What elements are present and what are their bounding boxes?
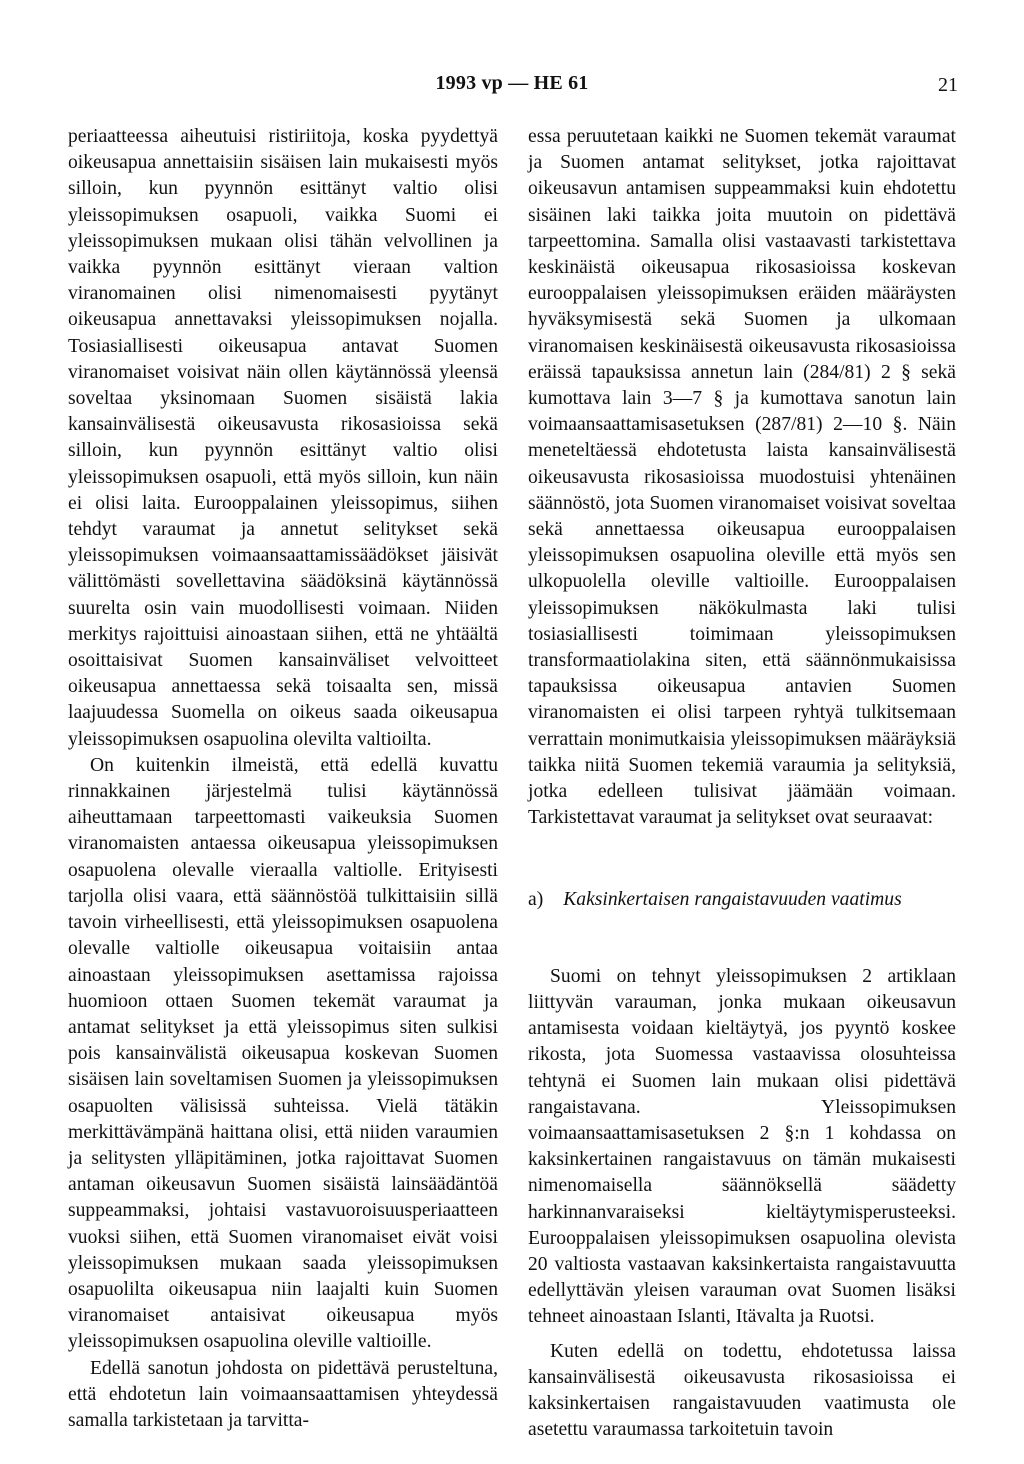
right-paragraph-1: essa peruutetaan kaikki ne Suomen tekemät varaumat ja Suomen antamat selitykset, jotka rajoittavat oikeusavun antamisen suppeammaksi kuin ehdotettu sisäinen laki taikka joita muutoin on pidettävä tarpeettomina. Samalla olisi vastaavasti tarkistettava keskinäistä oikeusapua rikosasioissa koskevan eurooppalaisen yleissopimuksen eräiden määräysten hyväksymisestä sekä Suomen ja ulkomaan viranomaisen keskinäisestä oikeusavusta rikosasioissa eräissä tapauksissa annetun lain (284/81) 2 § sekä kumottava lain 3—7 § ja kumottava sanotun lain voimaansaattamisasetuksen (287/81) 2—10 §. Näin meneteltäessä ehdotetusta laista kansainvälisestä oikeusavusta rikosasioissa muodostuisi yhtenäinen säännöstö, jota Suomen viranomaiset voisivat soveltaa sekä annettaessa oikeusapua eurooppalaisen yleissopimuksen osapuolina oleville että myös sen ulkopuolella oleville valtioille. Eurooppalaisen yleissopimuksen näkökulmasta laki tulisi tosiasiallisesti toimimaan yleissopimuksen transformaatiolakina siten, että säännönmukaisissa tapauksissa oikeusapua antavien Suomen viranomaisten ei olisi tarpeen ryhtyä tulkitsemaan verrattain monimutkaisia yleissopimuksen määräyksiä taikka niitä Suomen tekemiä varaumia ja selityksiä, jotka edelleen tulisivat jäämään voimaan. Tarkistettavat varaumat ja selitykset ovat seuraavat: xyxy=(528,126,956,829)
page-header xyxy=(0,72,1024,102)
subheading-number: a) xyxy=(528,889,544,911)
right-paragraph-2: Suomi on tehnyt yleissopimuksen 2 artiklaan liittyvän varauman, jonka mukaan oikeusavun antamisesta voidaan kieltäytyä, jos pyyntö koskee rikosta, jota Suomessa vastaavissa olosuhteissa tehtynä ei Suomen lain mukaan olisi pidettävä rangaistavana. Yleissopimuksen voimaansaattamisasetuksen 2 §:n 1 kohdassa on kaksinkertainen rangaistavuus on tämän mukaisesti nimenomaisella säännöksellä säädetty harkinnanvaraiseksi kieltäytymisperusteeksi. Eurooppalaisen yleissopimuksen osapuolina olevista 20 valtiosta vastaavan kaksinkertaista rangaistavuutta edellyttävän yleisen varauman ovat Suomen lisäksi tehneet ainoastaan Islanti, Itävalta ja Ruotsi. xyxy=(528,965,956,1328)
running-head: 1993 vp — HE 61 xyxy=(435,72,589,94)
section-subheading xyxy=(528,887,956,913)
right-column xyxy=(528,124,956,1443)
left-column xyxy=(68,124,498,1434)
right-paragraph-3: Kuten edellä on todettu, ehdotetussa laissa kansainvälisestä oikeusavusta rikosasioissa ei kaksinkertaisen rangaistavuuden vaatimusta ole asetettu varaumassa tarkoitetuin tavoin xyxy=(528,1340,956,1441)
left-paragraph-2: On kuitenkin ilmeistä, että edellä kuvattu rinnakkainen järjestelmä tulisi käytännössä aiheuttamaan tarpeettomasti vaikeuksia Suomen viranomaisten antaessa oikeusapua yleissopimuksen osapuolena olevalle vieraalla valtiolle. Erityisesti tarjolla olisi vaara, että säännöstöä tulkittaisiin sillä tavoin virheellisesti, että yleissopimuksen osapuolena olevalle valtiolle oikeusapua voitaisiin antaa ainoastaan yleissopimuksen asettamissa rajoissa huomioon ottaen Suomen tekemät varaumat ja antamat selitykset ja että yleissopimus siten sulkisi pois kansainvälistä oikeusapua koskevan Suomen sisäisen lain soveltamisen Suomen ja yleissopimuksen osapuolten välisissä suhteissa. Vielä tätäkin merkittävämpänä haittana olisi, että niiden varaumien ja selitysten ylläpitäminen, jotka rajoittavat Suomen antaman oikeusavun Suomen sisäistä lainsäädäntöä suppeammaksi, johtaisi vastavuoroisuusperiaatteen vuoksi siihen, että Suomen viranomaiset eivät voisi yleissopimuksen mukaan saada yleissopimuksen osapuolilta oikeusapua niin laajalti kuin Suomen viranomaiset antaisivat oikeusapua myös yleissopimuksen osapuolina oleville valtioille. xyxy=(68,754,498,1353)
left-paragraph-3: Edellä sanotun johdosta on pidettävä perusteltuna, että ehdotetun lain voimaansaattamisen yhteydessä samalla tarkistetaan ja tarvitta- xyxy=(68,1357,498,1431)
page-number: 21 xyxy=(938,74,958,96)
left-paragraph-1: periaatteessa aiheutuisi ristiriitoja, koska pyydettyä oikeusapua annettaisiin sisäisen lain mukaisesti myös silloin, kun pyynnön esittänyt valtio olisi yleissopimuksen osapuoli, vaikka Suomi ei yleissopimuksen mukaan olisi tähän velvollinen ja vaikka pyynnön esittänyt vieraan valtion viranomainen olisi nimenomaisesti pyytänyt oikeusapua annettavaksi yleissopimuksen nojalla. Tosiasiallisesti oikeusapua antavat Suomen viranomaiset voisivat näin ollen käytännössä yleensä soveltaa yksinomaan Suomen sisäistä lakia kansainvälisestä oikeusavusta rikosasioissa sekä silloin, kun pyynnön esittänyt valtio olisi yleissopimuksen osapuoli, että myös silloin, kun näin ei olisi laita. Eurooppalainen yleissopimus, siihen tehdyt varaumat ja annetut selitykset sekä yleissopimuksen voimaansaattamissäädökset jäisivät välittömästi sovellettavina säädöksinä käytännössä suurelta osin vain muodollisesti voimaan. Niiden merkitys rajoittuisi ainoastaan siihen, että ne yhtäältä osoittaisivat Suomen kansainväliset velvoitteet oikeusapua annettaessa sekä toisaalta sen, missä laajuudessa Suomella on oikeus saada oikeusapua yleissopimuksen osapuolina olevilta valtioilta. xyxy=(68,126,498,750)
subheading-title: Kaksinkertaisen rangaistavuuden vaatimus xyxy=(563,889,902,911)
